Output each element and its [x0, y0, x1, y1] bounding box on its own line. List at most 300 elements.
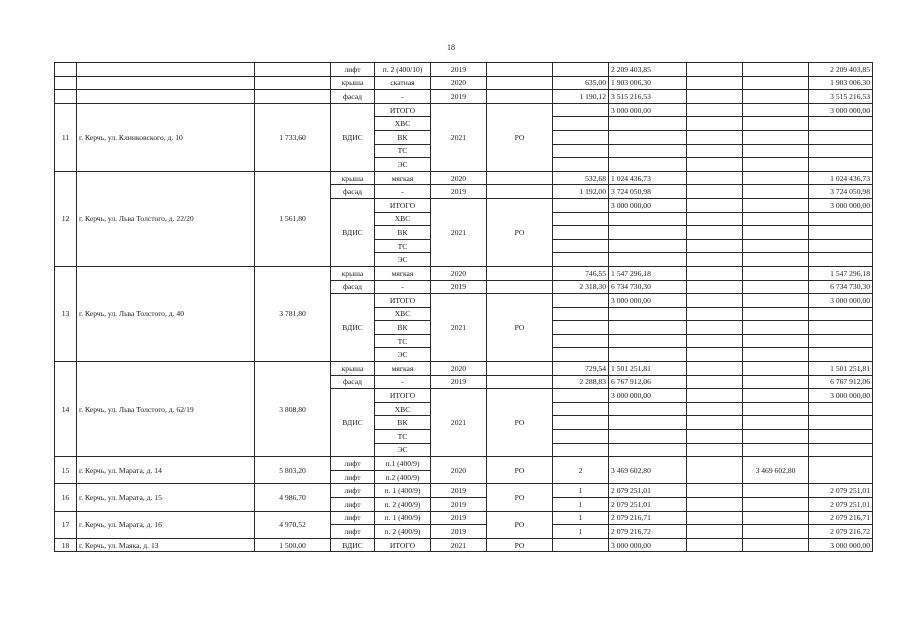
cell-empty — [687, 76, 743, 90]
cell-cost: 3 000 000,00 — [609, 294, 687, 308]
cell-empty — [743, 430, 809, 444]
cell-empty — [687, 348, 743, 362]
cell-qty: 2 — [553, 457, 609, 484]
cell-area-value — [553, 158, 609, 172]
cell-area — [255, 76, 331, 90]
cell-detail: мягкая — [375, 171, 431, 185]
cell-cost — [609, 144, 687, 158]
cell-work: фасад — [331, 280, 375, 294]
cell-area: 5 803,20 — [255, 457, 331, 484]
cell-empty — [743, 389, 809, 403]
cell-cost — [609, 430, 687, 444]
cell-empty — [687, 226, 743, 240]
cell-empty — [687, 158, 743, 172]
cell-empty — [687, 239, 743, 253]
cell-area-value — [553, 416, 609, 430]
capital-repair-table — [54, 62, 873, 552]
cell-empty — [687, 389, 743, 403]
cell-owner — [487, 171, 553, 185]
cell-detail: ХВС — [375, 402, 431, 416]
cell-year: 2019 — [431, 484, 487, 498]
cell-owner — [487, 63, 553, 77]
cell-empty — [687, 538, 743, 552]
cell-qty: 1 — [553, 498, 609, 512]
cell-empty — [687, 253, 743, 267]
table-row-lift — [55, 457, 873, 471]
cell-detail: ТС — [375, 334, 431, 348]
cell-year: 2021 — [431, 198, 487, 266]
cell-empty — [743, 307, 809, 321]
cell-cost — [609, 402, 687, 416]
cell-owner: РО — [487, 198, 553, 266]
cell-empty — [687, 185, 743, 199]
cell-owner: РО — [487, 457, 553, 484]
cell-cost: 2 079 216,72 — [609, 525, 687, 539]
cell-detail: п. 2 (400/9) — [375, 498, 431, 512]
cell-detail: п. 1 (400/9) — [375, 484, 431, 498]
cell-total — [809, 430, 873, 444]
cell-detail: - — [375, 280, 431, 294]
table-row-roof — [55, 362, 873, 376]
cell-year: 2019 — [431, 498, 487, 512]
cell-address — [77, 90, 255, 104]
cell-empty — [687, 198, 743, 212]
cell-empty — [743, 253, 809, 267]
cell-year: 2020 — [431, 76, 487, 90]
cell-cost — [609, 348, 687, 362]
cell-cost — [609, 307, 687, 321]
cell-owner — [487, 375, 553, 389]
table-row — [55, 538, 873, 552]
cell-total — [809, 239, 873, 253]
cell-empty — [687, 511, 743, 525]
cell-empty — [743, 90, 809, 104]
cell-owner — [487, 362, 553, 376]
cell-detail: ИТОГО — [375, 538, 431, 552]
cell-empty — [687, 294, 743, 308]
cell-qty: 1 — [553, 525, 609, 539]
cell-area-value — [553, 63, 609, 77]
cell-work: крыша — [331, 266, 375, 280]
cell-year: 2019 — [431, 280, 487, 294]
cell-detail: п.2 (400/9) — [375, 470, 431, 484]
cell-detail: ЭС — [375, 348, 431, 362]
cell-year: 2019 — [431, 90, 487, 104]
cell-total — [809, 348, 873, 362]
cell-cost: 6 734 730,30 — [609, 280, 687, 294]
cell-empty — [743, 239, 809, 253]
cell-cost — [609, 117, 687, 131]
cell-empty — [743, 498, 809, 512]
cell-num: 18 — [55, 538, 77, 552]
cell-cost: 2 079 251,01 — [609, 498, 687, 512]
cell-cost: 1 024 436,73 — [609, 171, 687, 185]
cell-detail: ХВС — [375, 212, 431, 226]
cell-year: 2020 — [431, 457, 487, 484]
cell-cost: 3 515 216,53 — [609, 90, 687, 104]
cell-area: 3 781,80 — [255, 266, 331, 361]
cell-num: 16 — [55, 484, 77, 511]
cell-total — [809, 321, 873, 335]
cell-area-value — [553, 253, 609, 267]
cell-detail: ВК — [375, 321, 431, 335]
cell-area-value — [553, 443, 609, 457]
cell-cost: 1 547 296,18 — [609, 266, 687, 280]
cell-total — [809, 144, 873, 158]
cell-total: 3 000 000,00 — [809, 538, 873, 552]
cell-area-value — [553, 144, 609, 158]
cell-empty — [743, 538, 809, 552]
cell-area-value — [553, 198, 609, 212]
cell-area-value: 532,68 — [553, 171, 609, 185]
cell-empty — [743, 416, 809, 430]
cell-owner — [487, 185, 553, 199]
cell-total — [809, 402, 873, 416]
cell-empty — [687, 63, 743, 77]
cell-detail: - — [375, 90, 431, 104]
cell-num — [55, 90, 77, 104]
cell-cost — [609, 321, 687, 335]
cell-area-value: 2 318,30 — [553, 280, 609, 294]
cell-cost: 2 079 216,71 — [609, 511, 687, 525]
cell-qty: 1 — [553, 511, 609, 525]
cell-cost: 3 000 000,00 — [609, 103, 687, 117]
cell-area-value — [553, 294, 609, 308]
cell-area-value — [553, 307, 609, 321]
cell-address — [77, 63, 255, 77]
cell-empty — [743, 158, 809, 172]
cell-area-value: 1 192,00 — [553, 185, 609, 199]
cell-area-value: 1 190,12 — [553, 90, 609, 104]
table-row-roof — [55, 171, 873, 185]
cell-area-value — [553, 103, 609, 117]
cell-total: 1 903 006,30 — [809, 76, 873, 90]
cell-num: 13 — [55, 266, 77, 361]
cell-year: 2020 — [431, 171, 487, 185]
cell-total: 6 734 730,30 — [809, 280, 873, 294]
cell-year: 2021 — [431, 294, 487, 362]
cell-empty — [687, 171, 743, 185]
cell-area: 1 500,00 — [255, 538, 331, 552]
cell-total: 3 724 050,98 — [809, 185, 873, 199]
cell-detail: ИТОГО — [375, 294, 431, 308]
cell-empty — [687, 117, 743, 131]
cell-total: 1 501 251,81 — [809, 362, 873, 376]
cell-empty — [743, 76, 809, 90]
cell-empty — [687, 130, 743, 144]
cell-area — [255, 63, 331, 77]
cell-num: 14 — [55, 362, 77, 457]
cell-total — [809, 334, 873, 348]
table-row-continued — [55, 76, 873, 90]
cell-work: лифт — [331, 511, 375, 525]
cell-cost — [609, 239, 687, 253]
cell-empty — [687, 212, 743, 226]
cell-empty — [687, 266, 743, 280]
cell-empty — [743, 198, 809, 212]
cell-area-value — [553, 212, 609, 226]
cell-detail: ИТОГО — [375, 198, 431, 212]
cell-num: 17 — [55, 511, 77, 538]
cell-detail: п. 1 (400/9) — [375, 511, 431, 525]
cell-year: 2021 — [431, 103, 487, 171]
cell-cost: 3 000 000,00 — [609, 198, 687, 212]
cell-empty — [687, 334, 743, 348]
cell-empty — [743, 525, 809, 539]
cell-empty — [743, 321, 809, 335]
cell-area-value — [553, 430, 609, 444]
cell-owner — [487, 280, 553, 294]
table-row-roof — [55, 266, 873, 280]
cell-empty — [687, 362, 743, 376]
cell-empty — [687, 525, 743, 539]
cell-num: 12 — [55, 171, 77, 266]
cell-work: фасад — [331, 185, 375, 199]
cell-total — [809, 253, 873, 267]
cell-total: 2 209 403,85 — [809, 63, 873, 77]
cell-area-value: 2 288,83 — [553, 375, 609, 389]
cell-cost — [609, 253, 687, 267]
cell-total: 3 000 000,00 — [809, 103, 873, 117]
cell-empty — [743, 375, 809, 389]
cell-work: фасад — [331, 375, 375, 389]
cell-cost: 1 903 006,30 — [609, 76, 687, 90]
cell-empty — [687, 90, 743, 104]
cell-total — [809, 226, 873, 240]
cell-area-value — [553, 130, 609, 144]
cell-detail: ХВС — [375, 117, 431, 131]
cell-area-value: 746,55 — [553, 266, 609, 280]
cell-owner: РО — [487, 484, 553, 511]
cell-work: ВДИС — [331, 103, 375, 171]
cell-area-value — [553, 389, 609, 403]
cell-work: крыша — [331, 171, 375, 185]
cell-total: 3 000 000,00 — [809, 389, 873, 403]
cell-area-value — [553, 402, 609, 416]
cell-empty — [743, 443, 809, 457]
cell-empty — [687, 144, 743, 158]
cell-cost: 3 724 050,98 — [609, 185, 687, 199]
cell-empty — [687, 484, 743, 498]
cell-total: 3 515 216,53 — [809, 90, 873, 104]
cell-empty — [687, 430, 743, 444]
cell-area-value: 729,54 — [553, 362, 609, 376]
cell-total — [809, 130, 873, 144]
cell-detail: ТС — [375, 430, 431, 444]
cell-detail: п.1 (400/9) — [375, 457, 431, 471]
cell-empty — [687, 443, 743, 457]
cell-address: г. Керчь, ул. Марата, д. 14 — [77, 457, 255, 484]
table-row-continued — [55, 90, 873, 104]
cell-cost: 3 000 000,00 — [609, 389, 687, 403]
cell-empty — [743, 484, 809, 498]
cell-address: г. Керчь, ул. Марата, д. 15 — [77, 484, 255, 511]
cell-empty — [687, 280, 743, 294]
cell-area-value — [553, 321, 609, 335]
cell-area-value — [553, 348, 609, 362]
cell-cost: 2 209 403,85 — [609, 63, 687, 77]
cell-empty — [743, 103, 809, 117]
cell-total — [809, 307, 873, 321]
cell-work: лифт — [331, 63, 375, 77]
cell-total — [809, 416, 873, 430]
cell-total: 2 079 251,01 — [809, 498, 873, 512]
cell-detail: ХВС — [375, 307, 431, 321]
cell-detail: ВК — [375, 130, 431, 144]
cell-empty — [687, 321, 743, 335]
cell-empty — [743, 402, 809, 416]
cell-cost — [609, 158, 687, 172]
cell-area-value: 635,00 — [553, 76, 609, 90]
cell-total — [809, 212, 873, 226]
cell-total: 3 000 000,00 — [809, 198, 873, 212]
cell-total — [809, 117, 873, 131]
cell-work: фасад — [331, 90, 375, 104]
cell-owner — [487, 266, 553, 280]
cell-work: лифт — [331, 484, 375, 498]
cell-detail: ИТОГО — [375, 389, 431, 403]
cell-address — [77, 76, 255, 90]
cell-year: 2019 — [431, 63, 487, 77]
cell-owner: РО — [487, 511, 553, 538]
cell-extra: 3 469 602,80 — [743, 457, 809, 484]
cell-address: г. Керчь, ул. Льва Толстого, д. 62/19 — [77, 362, 255, 457]
cell-num — [55, 63, 77, 77]
cell-detail: мягкая — [375, 362, 431, 376]
cell-detail: ЭС — [375, 158, 431, 172]
cell-area-value — [553, 538, 609, 552]
cell-empty — [687, 498, 743, 512]
cell-cost: 3 000 000,00 — [609, 538, 687, 552]
cell-work: ВДИС — [331, 294, 375, 362]
cell-num: 15 — [55, 457, 77, 484]
table-row-lift — [55, 511, 873, 525]
cell-year: 2020 — [431, 266, 487, 280]
cell-address: г. Керчь, ул. Льва Толстого, д. 22/20 — [77, 171, 255, 266]
cell-year: 2019 — [431, 375, 487, 389]
cell-total: 1 024 436,73 — [809, 171, 873, 185]
cell-detail: п. 2 (400/10) — [375, 63, 431, 77]
cell-empty — [687, 416, 743, 430]
cell-empty — [743, 117, 809, 131]
cell-year: 2019 — [431, 511, 487, 525]
cell-area: 1 733,60 — [255, 103, 331, 171]
cell-total: 2 079 216,72 — [809, 525, 873, 539]
cell-year: 2019 — [431, 525, 487, 539]
cell-empty — [743, 130, 809, 144]
cell-cost — [609, 226, 687, 240]
cell-total: 3 000 000,00 — [809, 294, 873, 308]
table-row-continued — [55, 63, 873, 77]
cell-empty — [743, 212, 809, 226]
cell-empty — [743, 294, 809, 308]
cell-detail: ТС — [375, 144, 431, 158]
cell-detail: ВК — [375, 226, 431, 240]
cell-work: крыша — [331, 362, 375, 376]
cell-empty — [687, 375, 743, 389]
cell-area: 1 561,80 — [255, 171, 331, 266]
cell-cost: 3 469 602,80 — [609, 457, 687, 484]
table-row-lift — [55, 484, 873, 498]
cell-cost — [609, 416, 687, 430]
cell-empty — [743, 280, 809, 294]
cell-year: 2021 — [431, 389, 487, 457]
cell-empty — [743, 226, 809, 240]
cell-area-value — [553, 239, 609, 253]
cell-cost — [609, 130, 687, 144]
cell-work: ВДИС — [331, 538, 375, 552]
cell-owner: РО — [487, 103, 553, 171]
cell-address: г. Керчь, ул. Клинковского, д. 10 — [77, 103, 255, 171]
cell-cost: 2 079 251,01 — [609, 484, 687, 498]
page-number: 18 — [447, 43, 455, 52]
cell-year: 2021 — [431, 538, 487, 552]
cell-total: 2 079 251,01 — [809, 484, 873, 498]
cell-work: лифт — [331, 498, 375, 512]
cell-work: лифт — [331, 525, 375, 539]
cell-area-value — [553, 334, 609, 348]
cell-empty — [743, 144, 809, 158]
cell-total: 6 767 912,06 — [809, 375, 873, 389]
cell-owner — [487, 90, 553, 104]
cell-empty — [743, 185, 809, 199]
cell-work: крыша — [331, 76, 375, 90]
cell-cost — [609, 212, 687, 226]
cell-empty — [743, 334, 809, 348]
table-row-vdis-total — [55, 103, 873, 117]
cell-owner: РО — [487, 294, 553, 362]
cell-owner: РО — [487, 389, 553, 457]
cell-detail: п. 2 (400/9) — [375, 525, 431, 539]
cell-cost: 6 767 912,06 — [609, 375, 687, 389]
cell-cost — [609, 443, 687, 457]
cell-area: 3 808,80 — [255, 362, 331, 457]
cell-total — [809, 158, 873, 172]
cell-address: г. Керчь, ул. Марата, д. 16 — [77, 511, 255, 538]
cell-total — [809, 457, 873, 484]
cell-area-value — [553, 226, 609, 240]
cell-address: г. Керчь, ул. Маяка, д. 13 — [77, 538, 255, 552]
cell-year: 2019 — [431, 185, 487, 199]
cell-work: ВДИС — [331, 198, 375, 266]
cell-work: лифт — [331, 470, 375, 484]
cell-num: 11 — [55, 103, 77, 171]
cell-num — [55, 76, 77, 90]
cell-empty — [743, 266, 809, 280]
cell-area: 4 986,70 — [255, 484, 331, 511]
cell-empty — [687, 103, 743, 117]
cell-owner — [487, 76, 553, 90]
cell-empty — [743, 63, 809, 77]
cell-cost — [609, 334, 687, 348]
cell-total — [809, 443, 873, 457]
cell-work: лифт — [331, 457, 375, 471]
cell-detail: ВК — [375, 416, 431, 430]
cell-year: 2020 — [431, 362, 487, 376]
cell-qty: 1 — [553, 484, 609, 498]
cell-empty — [687, 402, 743, 416]
cell-detail: ЭС — [375, 443, 431, 457]
cell-owner: РО — [487, 538, 553, 552]
cell-detail: ИТОГО — [375, 103, 431, 117]
cell-detail: - — [375, 375, 431, 389]
cell-empty — [743, 362, 809, 376]
cell-address: г. Керчь, ул. Льва Толстого, д. 40 — [77, 266, 255, 361]
cell-empty — [743, 171, 809, 185]
cell-empty — [743, 348, 809, 362]
cell-empty — [687, 457, 743, 484]
cell-detail: ЭС — [375, 253, 431, 267]
